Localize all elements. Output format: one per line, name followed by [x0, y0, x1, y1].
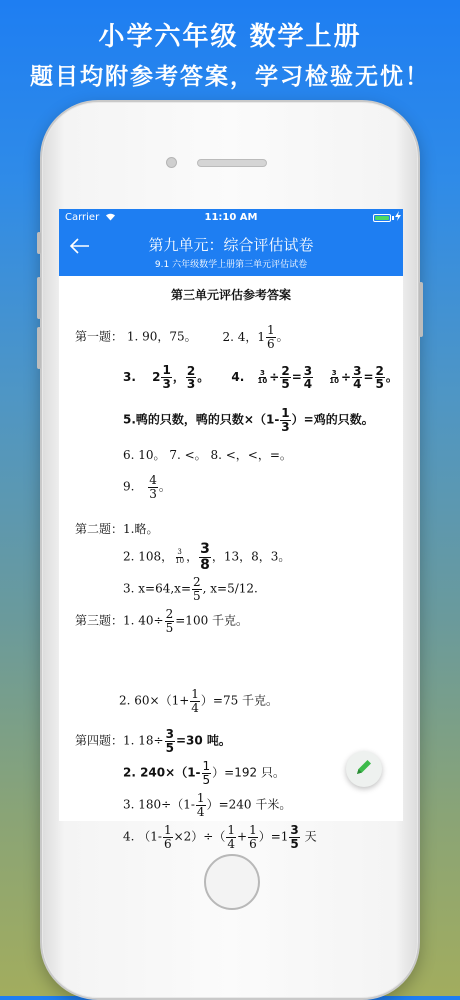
answer-document: [59, 276, 403, 851]
mixed-number: 2 $\frac{1}{3}$: [152, 363, 171, 391]
q1-line-5: 5.鸭的只数，鸭的只数×（1- $\frac{1}{3}$ ）=鸡的只数。: [123, 406, 374, 434]
q1-answer-1: 1. 90，75。: [126, 329, 197, 344]
fraction: $\frac{2}{3}$: [186, 363, 196, 392]
q1-line-6: 6. 10。 7. <。 8. <，<，=。: [123, 448, 292, 462]
status-time: 11:10 AM: [204, 212, 258, 223]
promo-subtitle: 题目均附参考答案，学习检验无忧！: [30, 64, 430, 90]
fraction: $\frac{2}{5}$: [193, 575, 201, 603]
front-camera: [166, 157, 177, 168]
volume-up-button: [37, 277, 41, 319]
battery-icon: [373, 214, 391, 222]
fraction: $\frac{1}{6}$: [249, 823, 257, 851]
fraction: $\frac{1}{6}$: [267, 323, 275, 351]
q2-line-1: 第二题：1.略。: [75, 522, 159, 536]
charging-icon: [395, 211, 401, 224]
q1-answer-2: 2. 4，1: [222, 329, 266, 344]
fraction: $\frac{3}{10}$: [329, 368, 340, 386]
q1-label: 第一题：: [75, 329, 124, 344]
fraction: $\frac{1}{4}$: [191, 687, 199, 715]
home-button[interactable]: [204, 854, 260, 910]
document-title: 第三单元评估参考答案: [170, 288, 291, 302]
power-button: [419, 282, 423, 337]
earpiece-speaker: [197, 159, 267, 167]
fraction: $\frac{1}{4}$: [196, 791, 205, 819]
q3-line-2: 2. 60×（1+ $\frac{1}{4}$ ）=75 千克。: [119, 687, 279, 715]
fraction: $\frac{2}{5}$: [281, 363, 290, 392]
navigation-bar: [59, 227, 403, 276]
q4-line-3: 3. 180÷（1- $\frac{1}{4}$ ）=240 千米。: [123, 791, 292, 819]
fraction: $\frac{3}{5}$: [290, 823, 299, 851]
fraction: $\frac{3}{4}$: [303, 363, 313, 392]
fraction: $\frac{1}{3}$: [281, 406, 290, 434]
fraction: $\frac{2}{5}$: [165, 607, 174, 635]
fraction: $\frac{4}{3}$: [149, 473, 157, 501]
fraction: $\frac{3}{10}$: [175, 548, 185, 565]
q4-line-4: 4. （1- $\frac{1}{6}$ ×2）÷（ $\frac{1}{4}$ + $\frac{1}{6}$ ）=1 $\frac{3}{5}$ 天: [123, 823, 317, 851]
fraction: $\frac{1}{4}$: [227, 823, 235, 851]
q2-line-2: 2. 108， $\frac{3}{10}$ ， $\frac{3}{8}$ ，13，8，3。: [123, 541, 291, 573]
q1-line-3: 3. 2 $\frac{1}{3}$ ， $\frac{2}{3}$ 。 4. $\frac{3}{10}$ ÷ $\frac{2}{5}$ = $\frac{3}{4}$ $\frac{3}{10}$ ÷ $\frac{3}{4}$ = $\frac{2}{5}$ 。: [123, 363, 398, 392]
q2-label: 第二题：: [75, 522, 124, 536]
mute-switch: [37, 232, 41, 254]
nav-subtitle: 9.1 六年级数学上册第三单元评估试卷: [154, 260, 308, 270]
status-bar: [59, 209, 403, 227]
q1-line-1: 第一题： 1. 90，75。 2. 4，1 $\frac{1}{6}$ 。: [75, 323, 289, 351]
q4-line-2: 2. 240×（1- $\frac{1}{5}$ ）=192 只。: [123, 759, 285, 787]
edit-button[interactable]: [346, 751, 382, 787]
phone-frame: [40, 100, 420, 1000]
q1-line-9: 9. $\frac{4}{3}$ 。: [123, 473, 171, 501]
fraction: $\frac{3}{4}$: [353, 363, 362, 392]
pencil-icon: [354, 757, 374, 781]
fraction: $\frac{3}{5}$: [165, 727, 174, 755]
promo-title: 小学六年级 数学上册: [98, 22, 362, 52]
volume-down-button: [37, 327, 41, 369]
fraction: $\frac{1}{5}$: [202, 759, 211, 787]
fraction: $\frac{2}{5}$: [375, 363, 384, 392]
q4-label: 第四题：: [75, 733, 124, 748]
q2-line-3: 3. x=64,x= $\frac{2}{5}$ , x=5/12.: [123, 575, 258, 603]
app-screen: [59, 209, 403, 851]
q3-line-1: 第三题：1. 40÷ $\frac{2}{5}$ =100 千克。: [75, 607, 249, 635]
q3-label: 第三题：: [75, 613, 124, 628]
battery-tip: [392, 216, 394, 220]
fraction: $\frac{1}{6}$: [163, 823, 172, 851]
nav-title: 第九单元：综合评估试卷: [148, 236, 314, 254]
q4-line-1: 第四题：1. 18÷ $\frac{3}{5}$ =30 吨。: [75, 727, 231, 755]
fraction: $\frac{3}{10}$: [257, 368, 268, 386]
carrier-label: Carrier: [65, 212, 100, 223]
fraction: $\frac{3}{8}$: [200, 541, 210, 573]
